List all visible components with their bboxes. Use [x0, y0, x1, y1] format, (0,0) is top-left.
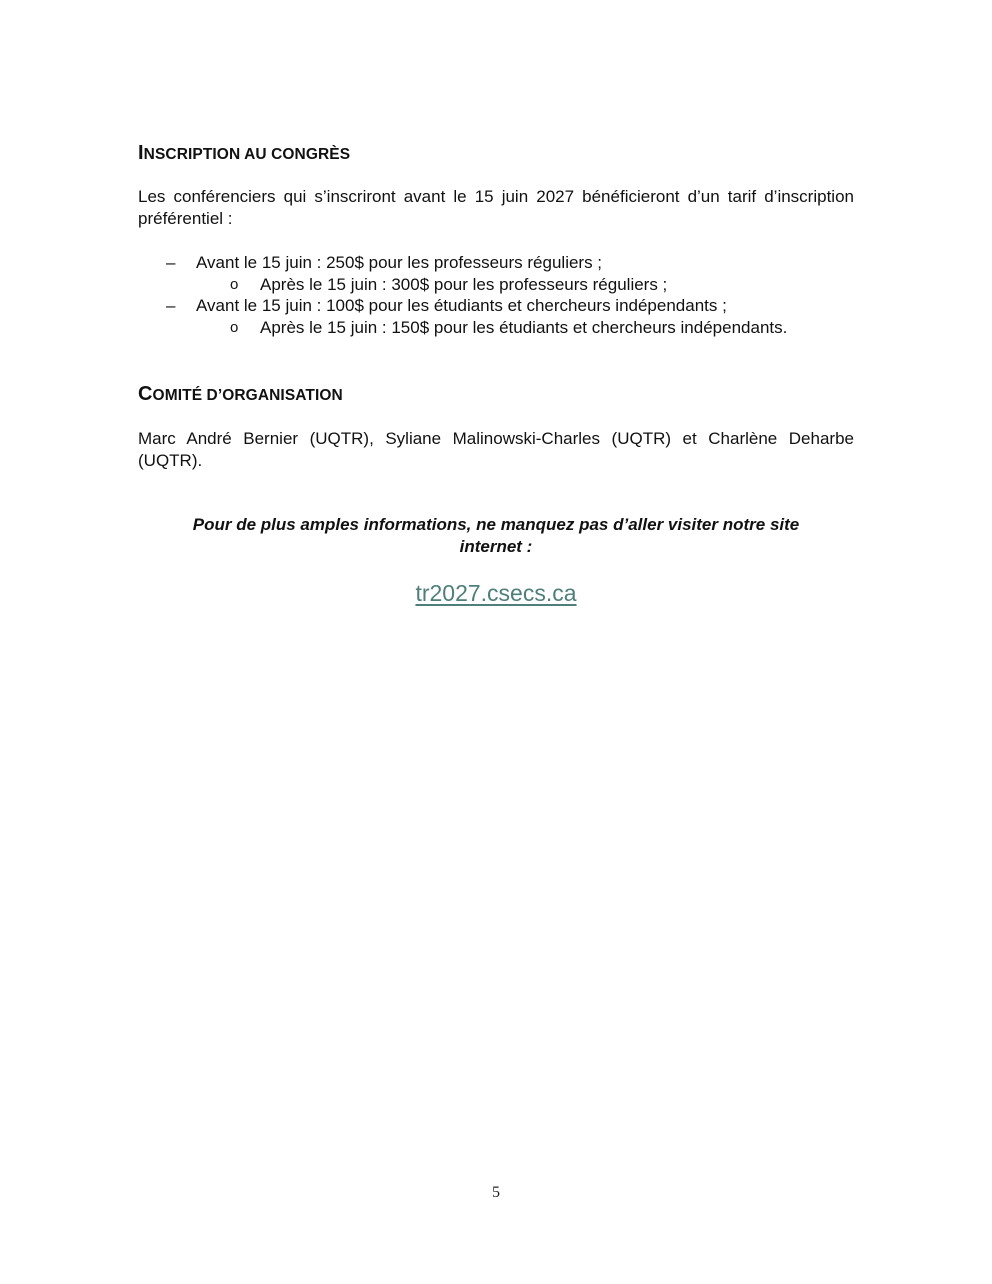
heading-rest: OMITÉ D’ORGANISATION	[152, 387, 343, 404]
heading-initial: I	[138, 142, 144, 164]
fee-list	[138, 252, 854, 338]
circle-bullet: o	[230, 275, 239, 293]
section-heading-inscription	[138, 140, 854, 168]
dash-bullet: –	[166, 253, 176, 272]
heading-rest: NSCRIPTION AU CONGRÈS	[143, 146, 351, 163]
website-link[interactable]: tr2027.csecs.ca	[415, 580, 577, 606]
fee-item-text: Avant le 15 juin : 100$ pour les étudiants et chercheurs indépendants ;	[196, 296, 727, 315]
heading-initial: C	[138, 383, 153, 405]
fee-sub-list	[196, 317, 854, 339]
info-notice: Pour de plus amples informations, ne manquez pas d’aller visiter notre site internet :	[192, 515, 800, 556]
inscription-intro: Les conférenciers qui s’inscriront avant le 15 juin 2027 bénéficieront d’un tarif d’inscription préférentiel :	[138, 187, 854, 228]
fee-item-text: Avant le 15 juin : 250$ pour les professeurs réguliers ;	[196, 253, 603, 272]
circle-bullet: o	[230, 318, 239, 336]
fee-sub-list	[196, 274, 854, 296]
fee-item-etudiants	[138, 295, 854, 338]
fee-sub-item	[196, 317, 854, 339]
page-content	[138, 140, 854, 607]
section-heading-comite	[138, 381, 854, 409]
page-number: 5	[492, 1184, 500, 1201]
fee-sub-item	[196, 274, 854, 296]
fee-sub-item-text: Après le 15 juin : 150$ pour les étudiants et chercheurs indépendants.	[260, 317, 788, 337]
fee-item-professeurs	[138, 252, 854, 295]
dash-bullet: –	[166, 296, 176, 315]
fee-sub-item-text: Après le 15 juin : 300$ pour les professeurs réguliers ;	[260, 274, 668, 294]
committee-members: Marc André Bernier (UQTR), Syliane Malinowski-Charles (UQTR) et Charlène Deharbe (UQTR).	[138, 429, 854, 470]
